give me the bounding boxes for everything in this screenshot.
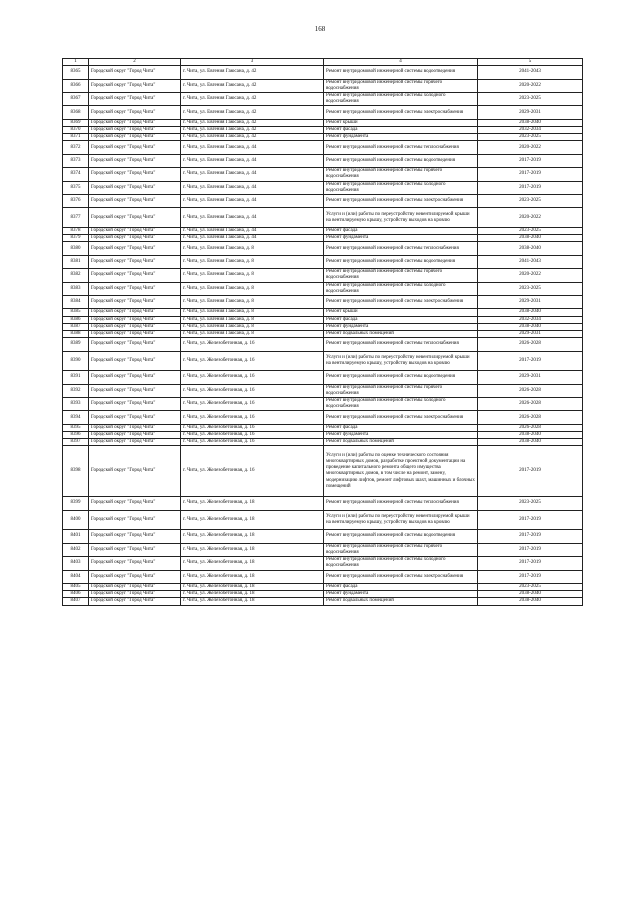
address-cell: г. Чита, ул. Евгения Гаюсана, д. 42 [181,66,324,79]
work-type-cell: Ремонт внутридомовой инженерной системы горячего водоснабжения [324,79,478,92]
owner-cell: Городской округ "Город Чита" [89,570,181,583]
address-cell: г. Чита, ул. Евгения Гаюсана, д. 8 [181,309,324,316]
work-type-cell: Ремонт внутридомовой инженерной системы электроснабжения [324,195,478,208]
work-type-cell: Ремонт фасада [324,583,478,590]
owner-cell: Городской округ "Город Чита" [89,296,181,309]
address-cell: г. Чита, ул. Железобетонная, д. 16 [181,338,324,351]
period-cell: 2032-2034 [478,127,583,134]
period-cell: 2017-2019 [478,543,583,556]
owner-cell: Городской округ "Город Чита" [89,208,181,228]
row-number: 8405 [63,583,89,590]
address-cell: г. Чита, ул. Евгения Гаюсана, д. 8 [181,255,324,268]
table-row [63,338,583,351]
address-cell: г. Чита, ул. Евгения Гаюсана, д. 8 [181,331,324,338]
work-type-cell: Ремонт фасада [324,228,478,235]
owner-cell: Городской округ "Город Чита" [89,134,181,141]
owner-cell: Городской округ "Город Чита" [89,79,181,92]
table-row [63,79,583,92]
period-cell: 2020-2022 [478,141,583,154]
capital-repair-table [62,58,583,606]
period-cell: 2029-2031 [478,296,583,309]
owner-cell: Городской округ "Город Чита" [89,530,181,543]
row-number: 8399 [63,497,89,510]
table-row [63,106,583,119]
work-type-cell: Ремонт внутридомовой инженерной системы теплоснабжения [324,338,478,351]
address-cell: г. Чита, ул. Евгения Гаюсана, д. 42 [181,134,324,141]
owner-cell: Городской округ "Город Чита" [89,93,181,106]
period-cell: 2020-2022 [478,269,583,282]
row-number: 8373 [63,154,89,167]
work-type-cell: Ремонт внутридомовой инженерной системы электроснабжения [324,296,478,309]
row-number: 8385 [63,309,89,316]
address-cell: г. Чита, ул. Евгения Гаюсана, д. 42 [181,127,324,134]
row-number: 8370 [63,127,89,134]
address-cell: г. Чита, ул. Железобетонная, д. 16 [181,398,324,411]
work-type-cell: Ремонт внутридомовой инженерной системы горячего водоснабжения [324,269,478,282]
work-type-cell: Ремонт внутридомовой инженерной системы теплоснабжения [324,242,478,255]
period-cell: 2017-2019 [478,168,583,181]
row-number: 8395 [63,424,89,431]
address-cell: г. Чита, ул. Железобетонная, д. 18 [181,543,324,556]
owner-cell: Городской округ "Город Чита" [89,497,181,510]
owner-cell: Городской округ "Город Чита" [89,181,181,194]
period-cell: 2017-2019 [478,510,583,530]
work-type-cell: Ремонт внутридомовой инженерной системы водоотведения [324,530,478,543]
period-cell: 2020-2022 [478,79,583,92]
table-row [63,598,583,605]
row-number: 8372 [63,141,89,154]
table-row [63,242,583,255]
owner-cell: Городской округ "Город Чита" [89,309,181,316]
owner-cell: Городской округ "Город Чита" [89,398,181,411]
table-row [63,127,583,134]
table-row [63,119,583,126]
column-header: 2 [89,59,181,66]
period-cell: 2020-2022 [478,208,583,228]
period-cell: 2032-2034 [478,316,583,323]
owner-cell: Городской округ "Город Чита" [89,269,181,282]
period-cell: 2038-2040 [478,323,583,330]
address-cell: г. Чита, ул. Евгения Гаюсана, д. 44 [181,235,324,242]
row-number: 8387 [63,323,89,330]
period-cell: 2017-2019 [478,154,583,167]
owner-cell: Городской округ "Город Чита" [89,119,181,126]
table-row [63,411,583,424]
period-cell: 2026-2028 [478,338,583,351]
period-cell: 2038-2040 [478,432,583,439]
work-type-cell: Ремонт подвальных помещений [324,598,478,605]
address-cell: г. Чита, ул. Железобетонная, д. 16 [181,411,324,424]
table-row [63,66,583,79]
work-type-cell: Ремонт внутридомовой инженерной системы водоотведения [324,154,478,167]
work-type-cell: Ремонт внутридомовой инженерной системы электроснабжения [324,411,478,424]
row-number: 8392 [63,384,89,397]
period-cell: 2017-2019 [478,181,583,194]
column-header: 3 [181,59,324,66]
owner-cell: Городской округ "Город Чита" [89,168,181,181]
address-cell: г. Чита, ул. Евгения Гаюсана, д. 8 [181,296,324,309]
owner-cell: Городской округ "Город Чита" [89,543,181,556]
period-cell: 2038-2040 [478,235,583,242]
table-row [63,181,583,194]
table-row [63,235,583,242]
address-cell: г. Чита, ул. Железобетонная, д. 18 [181,510,324,530]
work-type-cell: Ремонт фундамента [324,591,478,598]
table-row [63,424,583,431]
owner-cell: Городской округ "Город Чита" [89,323,181,330]
row-number: 8388 [63,331,89,338]
table-row [63,168,583,181]
row-number: 8384 [63,296,89,309]
table-row [63,351,583,371]
period-cell: 2026-2028 [478,384,583,397]
row-number: 8394 [63,411,89,424]
page-number: 168 [314,25,326,33]
address-cell: г. Чита, ул. Евгения Гаюсана, д. 44 [181,154,324,167]
address-cell: г. Чита, ул. Железобетонная, д. 18 [181,497,324,510]
work-type-cell: Ремонт фундамента [324,235,478,242]
period-cell: 2029-2031 [478,106,583,119]
address-cell: г. Чита, ул. Евгения Гаюсана, д. 42 [181,79,324,92]
work-type-cell: Ремонт внутридомовой инженерной системы электроснабжения [324,570,478,583]
address-cell: г. Чита, ул. Евгения Гаюсана, д. 44 [181,181,324,194]
address-cell: г. Чита, ул. Железобетонная, д. 18 [181,591,324,598]
row-number: 8383 [63,282,89,295]
address-cell: г. Чита, ул. Железобетонная, д. 18 [181,583,324,590]
table-row [63,530,583,543]
work-type-cell: Ремонт подвальных помещений [324,331,478,338]
address-cell: г. Чита, ул. Железобетонная, д. 16 [181,371,324,384]
work-type-cell: Ремонт внутридомовой инженерной системы холодного водоснабжения [324,93,478,106]
row-number: 8398 [63,446,89,497]
work-type-cell: Услуги и (или) работы по оценке технического состояния многоквартирных домов, разработке проектной документации на проведение капитального ремонта общего имущества многоквартирных домов, в том числе на ремонт, замену, модернизацию лифтов, ремонт лифтовых шахт, машинных и блочных помещений [324,446,478,497]
table-header-row [63,59,583,66]
address-cell: г. Чита, ул. Железобетонная, д. 16 [181,432,324,439]
row-number: 8371 [63,134,89,141]
row-number: 8376 [63,195,89,208]
owner-cell: Городской округ "Город Чита" [89,66,181,79]
table-row [63,154,583,167]
owner-cell: Городской округ "Город Чита" [89,510,181,530]
period-cell: 2023-2025 [478,228,583,235]
address-cell: г. Чита, ул. Железобетонная, д. 16 [181,384,324,397]
address-cell: г. Чита, ул. Железобетонная, д. 16 [181,351,324,371]
address-cell: г. Чита, ул. Евгения Гаюсана, д. 44 [181,141,324,154]
period-cell: 2017-2019 [478,446,583,497]
work-type-cell: Ремонт подвальных помещений [324,439,478,446]
row-number: 8391 [63,371,89,384]
row-number: 8393 [63,398,89,411]
owner-cell: Городской округ "Город Чита" [89,235,181,242]
work-type-cell: Ремонт фундамента [324,134,478,141]
work-type-cell: Ремонт внутридомовой инженерной системы холодного водоснабжения [324,398,478,411]
table-row [63,543,583,556]
owner-cell: Городской округ "Город Чита" [89,371,181,384]
work-type-cell: Услуги и (или) работы по переустройству невентилируемой крыши на вентилируемую крышу, устройству выходов на кровлю [324,351,478,371]
address-cell: г. Чита, ул. Евгения Гаюсана, д. 8 [181,242,324,255]
table-row [63,384,583,397]
work-type-cell: Ремонт внутридомовой инженерной системы теплоснабжения [324,497,478,510]
work-type-cell: Ремонт внутридомовой инженерной системы горячего водоснабжения [324,384,478,397]
period-cell: 2023-2025 [478,282,583,295]
row-number: 8365 [63,66,89,79]
work-type-cell: Ремонт крыши [324,309,478,316]
owner-cell: Городской округ "Город Чита" [89,141,181,154]
owner-cell: Городской округ "Город Чита" [89,591,181,598]
work-type-cell: Ремонт внутридомовой инженерной системы электроснабжения [324,106,478,119]
column-header: 1 [63,59,89,66]
period-cell: 2017-2019 [478,570,583,583]
table-row [63,93,583,106]
owner-cell: Городской округ "Город Чита" [89,439,181,446]
period-cell: 2029-2031 [478,331,583,338]
row-number: 8368 [63,106,89,119]
owner-cell: Городской округ "Город Чита" [89,338,181,351]
table-row [63,432,583,439]
table-row [63,371,583,384]
period-cell: 2038-2040 [478,242,583,255]
owner-cell: Городской округ "Город Чита" [89,331,181,338]
row-number: 8401 [63,530,89,543]
table-row [63,255,583,268]
row-number: 8397 [63,439,89,446]
owner-cell: Городской округ "Город Чита" [89,598,181,605]
table-row [63,331,583,338]
owner-cell: Городской округ "Город Чита" [89,106,181,119]
row-number: 8377 [63,208,89,228]
owner-cell: Городской округ "Город Чита" [89,195,181,208]
table-row [63,296,583,309]
work-type-cell: Ремонт внутридомовой инженерной системы теплоснабжения [324,141,478,154]
period-cell: 2023-2025 [478,497,583,510]
period-cell: 2026-2028 [478,424,583,431]
period-cell: 2038-2040 [478,598,583,605]
table-row [63,497,583,510]
period-cell: 2038-2040 [478,119,583,126]
column-header: 5 [478,59,583,66]
row-number: 8389 [63,338,89,351]
work-type-cell: Ремонт фасада [324,424,478,431]
table-row [63,323,583,330]
owner-cell: Городской округ "Город Чита" [89,228,181,235]
row-number: 8382 [63,269,89,282]
work-type-cell: Ремонт внутридомовой инженерной системы водоотведения [324,255,478,268]
address-cell: г. Чита, ул. Евгения Гаюсана, д. 42 [181,93,324,106]
row-number: 8378 [63,228,89,235]
work-type-cell: Ремонт фундамента [324,432,478,439]
work-type-cell: Услуги и (или) работы по переустройству невентилируемой крыши на вентилируемую крышу, устройству выходов на кровлю [324,208,478,228]
table-row [63,134,583,141]
row-number: 8404 [63,570,89,583]
table-row [63,439,583,446]
work-type-cell: Ремонт фундамента [324,323,478,330]
period-cell: 2023-2025 [478,93,583,106]
owner-cell: Городской округ "Город Чита" [89,557,181,570]
period-cell: 2029-2031 [478,371,583,384]
period-cell: 2023-2025 [478,583,583,590]
period-cell: 2023-2025 [478,195,583,208]
address-cell: г. Чита, ул. Евгения Гаюсана, д. 8 [181,282,324,295]
column-header: 4 [324,59,478,66]
address-cell: г. Чита, ул. Евгения Гаюсана, д. 8 [181,323,324,330]
period-cell: 2041-2043 [478,66,583,79]
address-cell: г. Чита, ул. Евгения Гаюсана, д. 8 [181,269,324,282]
table-row [63,141,583,154]
owner-cell: Городской округ "Город Чита" [89,127,181,134]
work-type-cell: Ремонт фасада [324,316,478,323]
work-type-cell: Ремонт внутридомовой инженерной системы водоотведения [324,66,478,79]
row-number: 8379 [63,235,89,242]
table-row [63,570,583,583]
row-number: 8367 [63,93,89,106]
row-number: 8403 [63,557,89,570]
table-row [63,583,583,590]
row-number: 8406 [63,591,89,598]
work-type-cell: Ремонт внутридомовой инженерной системы холодного водоснабжения [324,282,478,295]
table-row [63,316,583,323]
owner-cell: Городской округ "Город Чита" [89,351,181,371]
period-cell: 2038-2040 [478,591,583,598]
work-type-cell: Ремонт внутридомовой инженерной системы холодного водоснабжения [324,181,478,194]
address-cell: г. Чита, ул. Евгения Гаюсана, д. 44 [181,228,324,235]
row-number: 8375 [63,181,89,194]
row-number: 8381 [63,255,89,268]
period-cell: 2017-2019 [478,530,583,543]
period-cell: 2026-2028 [478,411,583,424]
table-row [63,309,583,316]
work-type-cell: Услуги и (или) работы по переустройству невентилируемой крыши на вентилируемую крышу, устройству выходов на кровлю [324,510,478,530]
work-type-cell: Ремонт внутридомовой инженерной системы водоотведения [324,371,478,384]
owner-cell: Городской округ "Город Чита" [89,154,181,167]
table-row [63,446,583,497]
owner-cell: Городской округ "Город Чита" [89,432,181,439]
row-number: 8400 [63,510,89,530]
address-cell: г. Чита, ул. Железобетонная, д. 18 [181,570,324,583]
address-cell: г. Чита, ул. Железобетонная, д. 18 [181,598,324,605]
table-row [63,269,583,282]
row-number: 8396 [63,432,89,439]
table-row [63,591,583,598]
period-cell: 2041-2043 [478,255,583,268]
address-cell: г. Чита, ул. Евгения Гаюсана, д. 8 [181,316,324,323]
table-row [63,208,583,228]
owner-cell: Городской округ "Город Чита" [89,411,181,424]
address-cell: г. Чита, ул. Железобетонная, д. 16 [181,446,324,497]
row-number: 8369 [63,119,89,126]
address-cell: г. Чита, ул. Железобетонная, д. 18 [181,530,324,543]
owner-cell: Городской округ "Город Чита" [89,316,181,323]
owner-cell: Городской округ "Город Чита" [89,384,181,397]
period-cell: 2017-2019 [478,351,583,371]
address-cell: г. Чита, ул. Евгения Гаюсана, д. 44 [181,208,324,228]
address-cell: г. Чита, ул. Железобетонная, д. 16 [181,424,324,431]
table-row [63,510,583,530]
row-number: 8380 [63,242,89,255]
row-number: 8366 [63,79,89,92]
table-row [63,195,583,208]
owner-cell: Городской округ "Город Чита" [89,583,181,590]
period-cell: 2038-2040 [478,309,583,316]
owner-cell: Городской округ "Город Чита" [89,446,181,497]
address-cell: г. Чита, ул. Евгения Гаюсана, д. 42 [181,119,324,126]
address-cell: г. Чита, ул. Железобетонная, д. 18 [181,557,324,570]
period-cell: 2038-2040 [478,439,583,446]
address-cell: г. Чита, ул. Евгения Гаюсана, д. 44 [181,168,324,181]
work-type-cell: Ремонт фасада [324,127,478,134]
owner-cell: Городской округ "Город Чита" [89,424,181,431]
address-cell: г. Чита, ул. Евгения Гаюсана, д. 44 [181,195,324,208]
table-row [63,398,583,411]
row-number: 8402 [63,543,89,556]
row-number: 8390 [63,351,89,371]
owner-cell: Городской округ "Город Чита" [89,282,181,295]
work-type-cell: Ремонт крыши [324,119,478,126]
address-cell: г. Чита, ул. Евгения Гаюсана, д. 42 [181,106,324,119]
table-row [63,228,583,235]
row-number: 8374 [63,168,89,181]
owner-cell: Городской округ "Город Чита" [89,242,181,255]
row-number: 8386 [63,316,89,323]
period-cell: 2026-2028 [478,398,583,411]
work-type-cell: Ремонт внутридомовой инженерной системы горячего водоснабжения [324,543,478,556]
owner-cell: Городской округ "Город Чита" [89,255,181,268]
row-number: 8407 [63,598,89,605]
work-type-cell: Ремонт внутридомовой инженерной системы горячего водоснабжения [324,168,478,181]
table-row [63,557,583,570]
work-type-cell: Ремонт внутридомовой инженерной системы холодного водоснабжения [324,557,478,570]
period-cell: 2023-2025 [478,134,583,141]
period-cell: 2017-2019 [478,557,583,570]
table-row [63,282,583,295]
address-cell: г. Чита, ул. Железобетонная, д. 16 [181,439,324,446]
